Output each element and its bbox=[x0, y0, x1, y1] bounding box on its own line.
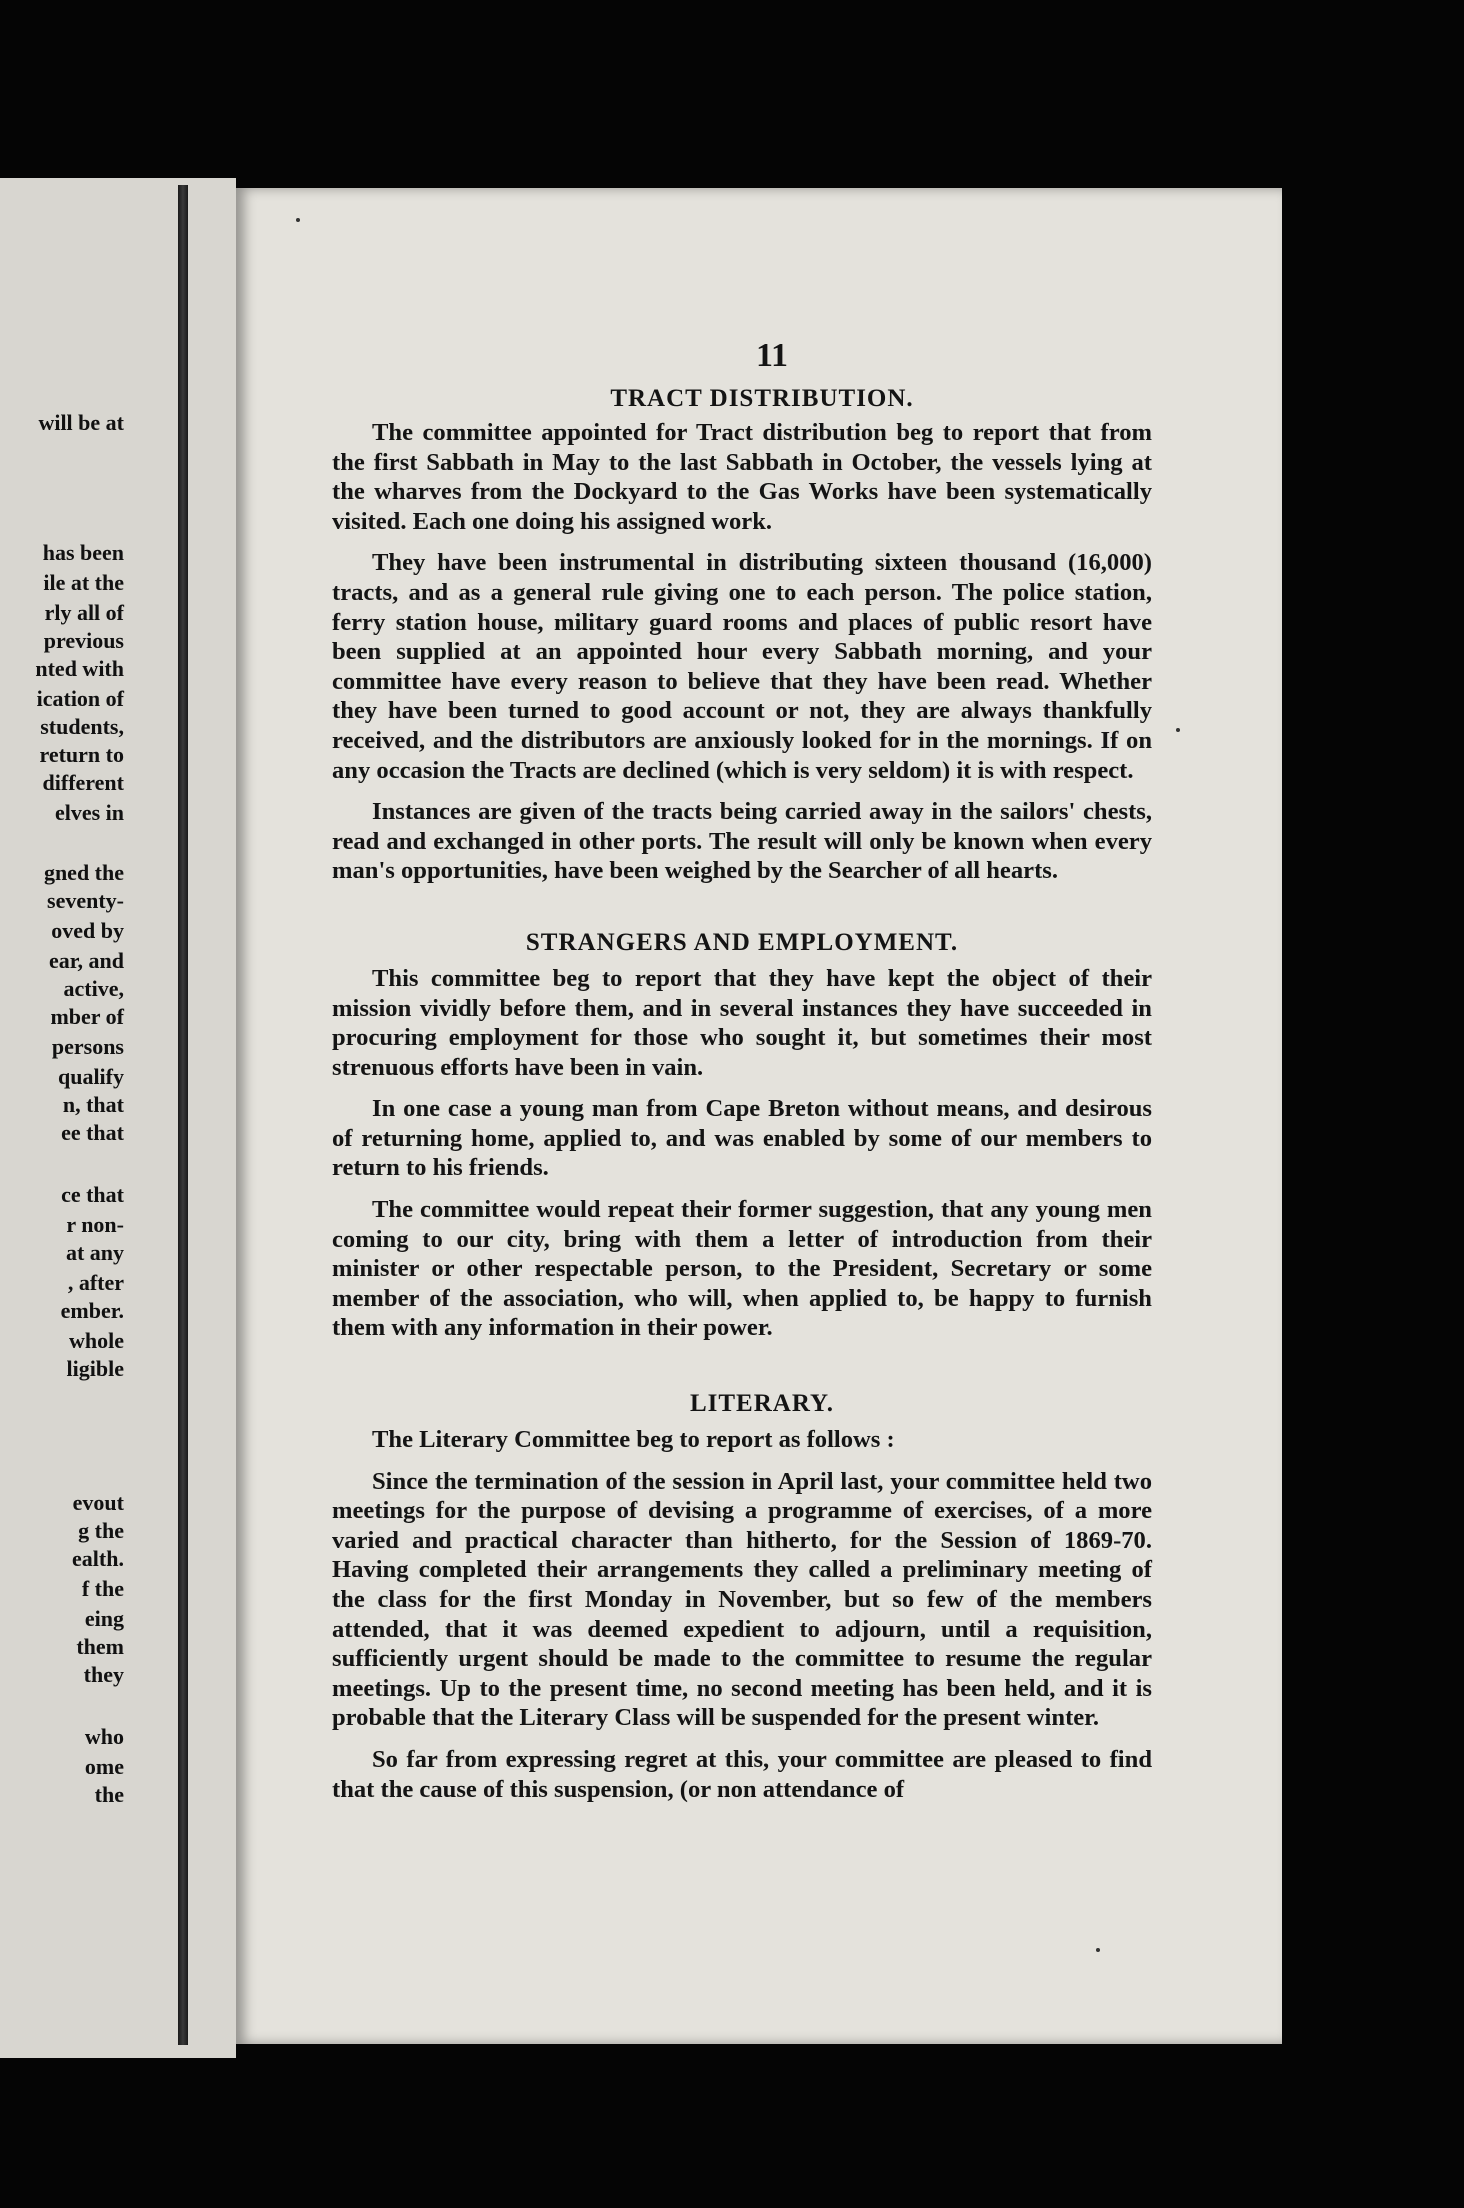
facing-page-line: r non- bbox=[66, 1212, 124, 1237]
facing-page-line: ember. bbox=[60, 1298, 124, 1323]
paragraph: This committee beg to report that they have kept the object of their mission vividly before them, and in several instances they have succeeded in procuring employment for those who sought it, but sometimes their most strenuous efforts have been in vain. bbox=[332, 964, 1152, 1081]
facing-page-line: ee that bbox=[61, 1120, 124, 1145]
facing-page-line: ear, and bbox=[49, 948, 124, 973]
paragraph: The Literary Committee beg to report as follows : bbox=[372, 1426, 895, 1454]
facing-page-line: g the bbox=[78, 1518, 124, 1543]
heading-strangers-employment: STRANGERS AND EMPLOYMENT. bbox=[525, 928, 959, 956]
facing-page-line: them bbox=[76, 1634, 124, 1659]
facing-page-line: will be at bbox=[38, 410, 124, 435]
paragraph: The committee would repeat their former suggestion, that any young men coming to our city, bring with them a letter of introduction from their minister or other respectable person, to the President, Secretary or some member of the association, who will, when applied to, be happy to furnish them with any information in their power. bbox=[332, 1196, 1152, 1342]
facing-page-line: has been bbox=[42, 540, 124, 565]
facing-page-line: elves in bbox=[54, 800, 124, 825]
facing-page-line: qualify bbox=[57, 1064, 124, 1089]
paper-speck bbox=[296, 218, 300, 222]
page-text bbox=[332, 336, 1152, 1804]
facing-page-line: oved by bbox=[51, 918, 124, 943]
facing-page-line: return to bbox=[39, 742, 124, 767]
document-page bbox=[236, 188, 1282, 2044]
paragraph: The committee appointed for Tract distribution beg to report that from the first Sabbath in May to the last Sabbath in October, the vessels lying at the wharves from the Dockyard to the Gas Works have been systematically visited. Each one doing his assigned work. bbox=[332, 419, 1152, 535]
heading-tract-distribution: TRACT DISTRIBUTION. bbox=[610, 385, 914, 412]
facing-page-line: ligible bbox=[66, 1356, 124, 1381]
paper-speck bbox=[1176, 728, 1180, 732]
book-gutter bbox=[178, 185, 188, 2045]
facing-page-line: gned the bbox=[43, 860, 124, 885]
paragraph: Instances are given of the tracts being carried away in the sailors' chests, read and exchanged in other ports. The result will only be known when every man's opportunities, have been weighed by the Searcher of all hearts. bbox=[332, 798, 1152, 885]
paragraph: Since the termination of the session in April last, your committee held two meetings for the purpose of devising a programme of exercises, of a more varied and practical character than hitherto, for the Session of 1869-70. Having completed their arrangements they called a preliminary meeting of the class for the first Monday in November, but so few of the members attended, that it was deemed expedient to adjourn, until a requisition, sufficiently urgent should be made to the committee to resume the regular meetings. Up to the present time, no second meeting has been held, and it is probable that the Literary Class will be suspended for the present winter. bbox=[332, 1467, 1152, 1732]
facing-page-line: mber of bbox=[50, 1004, 124, 1029]
facing-page-line: who bbox=[84, 1724, 124, 1749]
facing-page-line: eing bbox=[84, 1606, 124, 1631]
facing-page-line: ome bbox=[84, 1754, 124, 1779]
facing-page-line: ealth. bbox=[72, 1546, 124, 1571]
facing-page-line: evout bbox=[72, 1490, 124, 1515]
paragraph: So far from expressing regret at this, your committee are pleased to find that the cause of this suspension, (or non attendance of bbox=[332, 1745, 1152, 1803]
paper-speck bbox=[1096, 1948, 1100, 1952]
facing-page-line: previous bbox=[43, 628, 124, 653]
facing-page-line: seventy- bbox=[47, 888, 124, 913]
facing-page-line: active, bbox=[63, 976, 124, 1001]
facing-page-line: rly all of bbox=[44, 600, 124, 625]
paragraph: In one case a young man from Cape Breton without means, and desirous of returning home, applied to, and was enabled by some of our members to return to his friends. bbox=[332, 1095, 1152, 1182]
facing-page-line: students, bbox=[40, 714, 124, 739]
heading-literary: LITERARY. bbox=[689, 1390, 835, 1418]
facing-page-line: the bbox=[94, 1782, 124, 1807]
facing-page-fragment bbox=[0, 178, 236, 2058]
facing-page-line: ication of bbox=[36, 686, 124, 711]
facing-page-line: nted with bbox=[35, 656, 124, 681]
page-number: 11 bbox=[755, 337, 789, 374]
facing-page-line: ile at the bbox=[43, 570, 124, 595]
facing-page-line: ce that bbox=[61, 1182, 124, 1207]
facing-page-line: f the bbox=[81, 1576, 124, 1601]
paragraph: They have been instrumental in distributing sixteen thousand (16,000) tracts, and as a general rule giving one to each person. The police station, ferry station house, military guard rooms and places of public resort have been supplied at an appointed hour every Sabbath morning, and your committee have every reason to believe that they have been read. Whether they have been turned to good account or not, they are always thankfully received, and the distributors are anxiously looked for in the mornings. If on any occasion the Tracts are declined (which is very seldom) it is with respect. bbox=[332, 549, 1152, 784]
facing-page-line: n, that bbox=[62, 1092, 124, 1117]
facing-page-line: whole bbox=[69, 1328, 124, 1353]
facing-page-line: persons bbox=[51, 1034, 124, 1059]
facing-page-line: , after bbox=[67, 1270, 124, 1295]
facing-page-line: at any bbox=[65, 1240, 124, 1265]
facing-page-line: they bbox=[83, 1662, 124, 1687]
facing-page-line: different bbox=[42, 770, 124, 795]
